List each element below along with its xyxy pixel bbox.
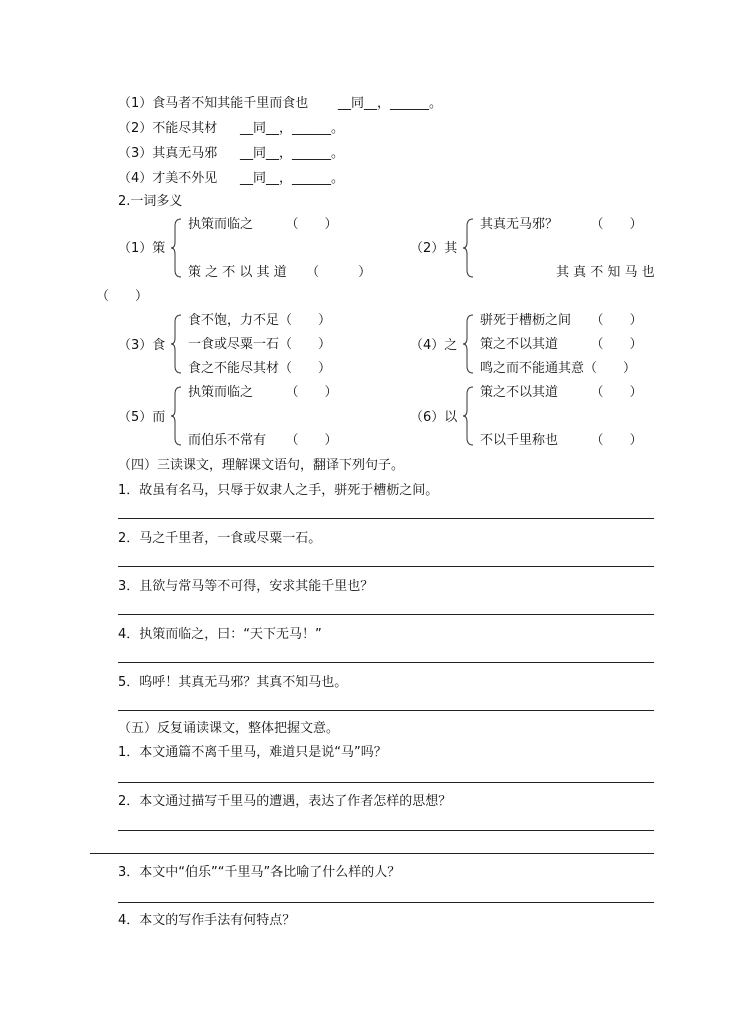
tongjia-sentence: 不能尽其材	[152, 121, 218, 136]
comprehension-question: 1．本文通篇不离千里马，难道只是说“马”吗？	[118, 745, 387, 760]
polysemy-label: （3）食	[118, 338, 166, 353]
translate-question: 1．故虽有名马，只辱于奴隶人之手，骈死于槽枥之间。	[118, 483, 439, 498]
answer-line[interactable]	[90, 853, 654, 854]
brace-icon	[170, 314, 182, 374]
polysemy-item[interactable]: 食之不能尽其材（ ）	[188, 361, 332, 376]
tongjia-sentence: 食马者不知其能千里而食也	[152, 96, 309, 111]
tongjia-num: （4）	[118, 171, 153, 186]
polysemy-title: 2.一词多义	[118, 194, 183, 209]
polysemy-item[interactable]: 策之不以其道 （ ）	[480, 337, 643, 352]
tongjia-num: （2）	[118, 121, 153, 136]
answer-line[interactable]	[118, 830, 654, 831]
polysemy-label: （2）其	[410, 241, 458, 256]
tongjia-num: （1）	[118, 96, 153, 111]
translate-question: 2．马之千里者，一食或尽粟一石。	[118, 531, 322, 546]
polysemy-label: （5）而	[118, 410, 166, 425]
answer-line[interactable]	[118, 782, 654, 783]
tongjia-sentence: 才美不外见	[152, 171, 218, 186]
polysemy-item[interactable]: 骈死于槽枥之间 （ ）	[480, 313, 643, 328]
brace-icon	[462, 314, 474, 374]
answer-line[interactable]	[118, 566, 654, 567]
answer-line[interactable]	[118, 518, 654, 519]
polysemy-item[interactable]: 其 真 不 知 马 也	[556, 265, 655, 280]
answer-line[interactable]	[118, 614, 654, 615]
answer-line[interactable]	[118, 662, 654, 663]
tongjia-row-1	[118, 95, 308, 113]
tongjia-sentence: 其真无马邪	[152, 146, 218, 161]
answer-line[interactable]	[118, 710, 654, 711]
answer-line[interactable]	[118, 902, 654, 903]
comprehension-question: 2．本文通过描写千里马的遭遇，表达了作者怎样的思想？	[118, 794, 452, 809]
brace-icon	[462, 386, 474, 446]
polysemy-label: （4）之	[410, 338, 458, 353]
tongjia-num: （3）	[118, 146, 153, 161]
brace-icon	[462, 218, 474, 278]
brace-icon	[170, 386, 182, 446]
tongjia-row-2	[118, 120, 217, 138]
comprehension-question: 3．本文中“伯乐”“千里马”各比喻了什么样的人？	[118, 865, 401, 880]
tongjia-blank[interactable]: __同__，______。	[240, 146, 345, 161]
tongjia-row-4	[118, 170, 217, 188]
translate-question: 5．呜呼！其真无马邪？其真不知马也。	[118, 675, 348, 690]
section5-title: （五）反复诵读课文，整体把握文意。	[118, 721, 340, 736]
polysemy-label: （6）以	[410, 410, 458, 425]
polysemy-item[interactable]: 执策而临之 （ ）	[188, 385, 338, 400]
polysemy-item[interactable]: 策 之 不 以 其 道 （ ）	[188, 265, 372, 280]
tongjia-row-3	[118, 145, 217, 163]
translate-question: 3．且欲与常马等不可得，安求其能千里也？	[118, 579, 374, 594]
polysemy-item[interactable]: 一食或尽粟一石（ ）	[188, 337, 332, 352]
polysemy-item[interactable]: 食不饱，力不足（ ）	[188, 313, 332, 328]
polysemy-item[interactable]: 策之不以其道 （ ）	[480, 385, 643, 400]
polysemy-item[interactable]: 其真无马邪？ （ ）	[480, 217, 643, 232]
polysemy-label: （1）策	[118, 241, 166, 256]
tongjia-blank[interactable]: __同__，______。	[338, 96, 443, 111]
translate-question: 4．执策而临之，曰：“天下无马！”	[118, 627, 322, 642]
polysemy-item[interactable]: 执策而临之 （ ）	[188, 217, 338, 232]
section4-title: （四）三读课文，理解课文语句，翻译下列句子。	[118, 458, 405, 473]
answer-paren[interactable]: （ ）	[96, 289, 149, 304]
brace-icon	[170, 218, 182, 278]
tongjia-blank[interactable]: __同__，______。	[240, 171, 345, 186]
polysemy-item[interactable]: 鸣之而不能通其意（ ）	[480, 361, 637, 376]
polysemy-item[interactable]: 而伯乐不常有 （ ）	[188, 433, 338, 448]
comprehension-question: 4．本文的写作手法有何特点？	[118, 913, 296, 928]
polysemy-item[interactable]: 不以千里称也 （ ）	[480, 433, 643, 448]
tongjia-blank[interactable]: __同__，______。	[240, 121, 345, 136]
